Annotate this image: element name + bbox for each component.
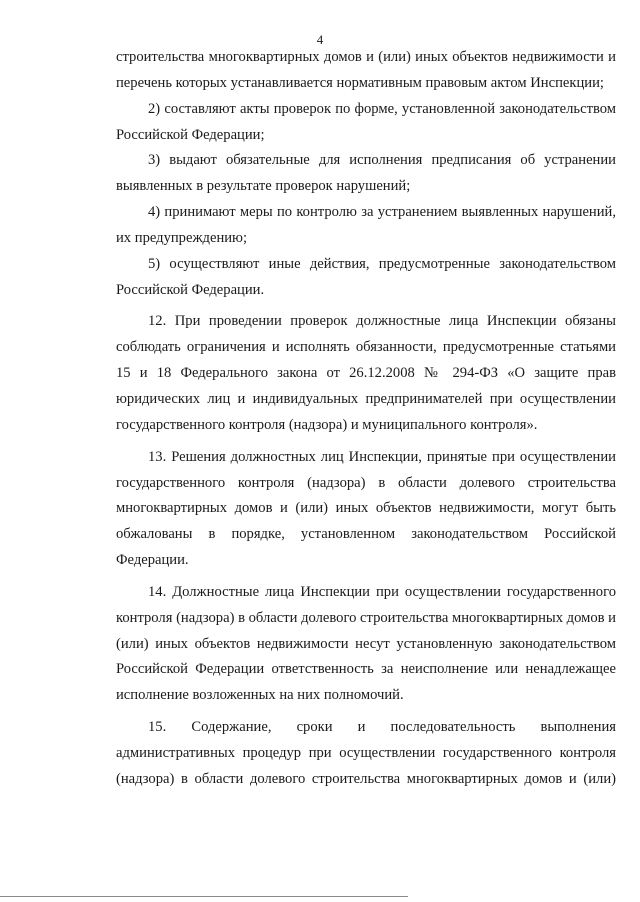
paragraph-clause-12: 12. При проведении проверок должностные лица Инспекции обязаны соблюдать ограничения и исполнять обязанности, предусмотренные статьями 15 и 18 Федерального закона от 26.12.2008 № 294-ФЗ «О защите прав юридических лиц и индивидуальных предпринимателей при осуществлении государственного контроля (надзора) и муниципального контроля».	[116, 313, 616, 433]
paragraph-clause-15: 15. Содержание, сроки и последовательность выполнения административных процедур при осуществлении государственного контроля (надзора) в области долевого строительства многоквартирных домов и (или)	[116, 719, 616, 787]
page-number: 4	[316, 32, 324, 47]
document-body	[116, 45, 616, 793]
bottom-scan-line	[0, 896, 408, 897]
paragraph-clause-13: 13. Решения должностных лиц Инспекции, принятые при осуществлении государственного контроля (надзора) в области долевого строительства многоквартирных домов и (или) иных объектов недвижимости, могут быть обжалованы в порядке, установленном законодательством Российской Федерации.	[116, 448, 616, 569]
paragraph-item-4: 4) принимают меры по контролю за устранением выявленных нарушений, их предупреждению;	[116, 204, 616, 246]
paragraph-item-3: 3) выдают обязательные для исполнения предписания об устранении выявленных в результате проверок нарушений;	[116, 152, 616, 195]
paragraph-item-5: 5) осуществляют иные действия, предусмотренные законодательством Российской Федерации.	[116, 255, 616, 298]
paragraph-clause-14: 14. Должностные лица Инспекции при осуществлении государственного контроля (надзора) в области долевого строительства многоквартирных домов и (или) иных объектов недвижимости несут установленную законодательством Российской Федерации ответственность за неисполнение или ненадлежащее исполнение возложенных на них полномочий.	[116, 583, 616, 704]
paragraph-item-2: 2) составляют акты проверок по форме, установленной законодательством Российской Федерации;	[116, 100, 616, 143]
paragraph-continuation: строительства многоквартирных домов и (или) иных объектов недвижимости и перечень которых устанавливается нормативным правовым актом Инспекции;	[116, 49, 616, 91]
